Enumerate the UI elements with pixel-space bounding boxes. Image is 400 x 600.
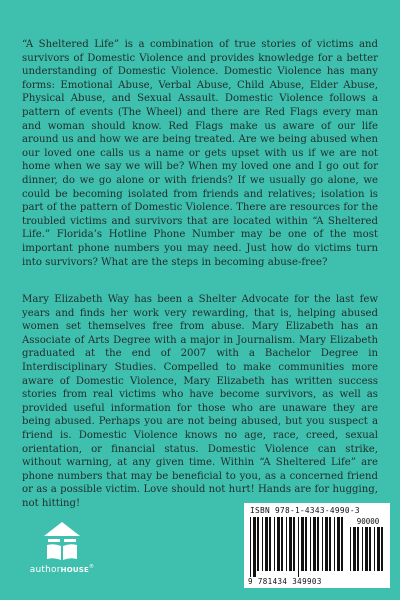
ean-digits: 9 781434 349903 [248, 577, 322, 586]
author-bio: Mary Elizabeth Way has been a Shelter Advocate for the last few years and finds her work very rewarding, that is, helping abused women set themselves free from abuse. Mary Elizabeth has an Associate of Arts Degree with a major in Journalism. Mary Elizabeth graduated at the end of 2007 with a Bachelor Degree in Interdisciplinary Studies. Compelled to make communities more aware of Domestic Violence, Mary Elizabeth has written success stories from real victims who have become survivors, as well as provided useful information for those who are unaware they are being abused. Perhaps you are not being abused, but you suspect a friend is. Domestic Violence knows no age, race, creed, sexual orientation, or financial status. Domestic Violence can strike, without warning, at any given time. Within “A Sheltered Life” are phone numbers that may be beneficial to you, as a concerned friend or as a possible victim. Love should not hurt! Hands are for hugging, not hitting! [22, 294, 378, 509]
back-cover-blurb: “A Sheltered Life” is a combination of true stories of victims and survivors of Domestic Violence and provides knowledge for a better understanding of Domestic Violence. Domestic Violence has many forms: Emotional Abuse, Verbal Abuse, Child Abuse, Elder Abuse, Physical Abuse, and Sexual Assault. Domestic Violence follows a pattern of events (The Wheel) and there are Red Flags every man and woman should know. Red Flags make us aware of our life around us and how we are being treated. Are we being abused when our loved one calls us a name or gets upset with us if we are not home when we say we will be? When my loved one and I go out for dinner, do we go alone or with friends? If we usually go alone, we could be becoming isolated from friends and relatives; isolation is part of the pattern of Domestic Violence. There are resources for the troubled victims and survivors that are located within “A Sheltered Life.” Florida’s Hotline Phone Number may be one of the most important phone numbers you may need. Just how do victims turn into survivors? What are the steps in becoming abuse-free? [22, 39, 378, 268]
publisher-logo [20, 520, 104, 580]
house-book-icon [42, 520, 82, 562]
price-code: 90000 [356, 517, 380, 526]
isbn-label: ISBN 978-1-4343-4990-3 [250, 506, 360, 515]
isbn-barcode [244, 503, 390, 588]
publisher-name: authorHOUSE® [29, 564, 95, 575]
ean-bars [250, 517, 346, 577]
addon-bars [350, 527, 386, 577]
